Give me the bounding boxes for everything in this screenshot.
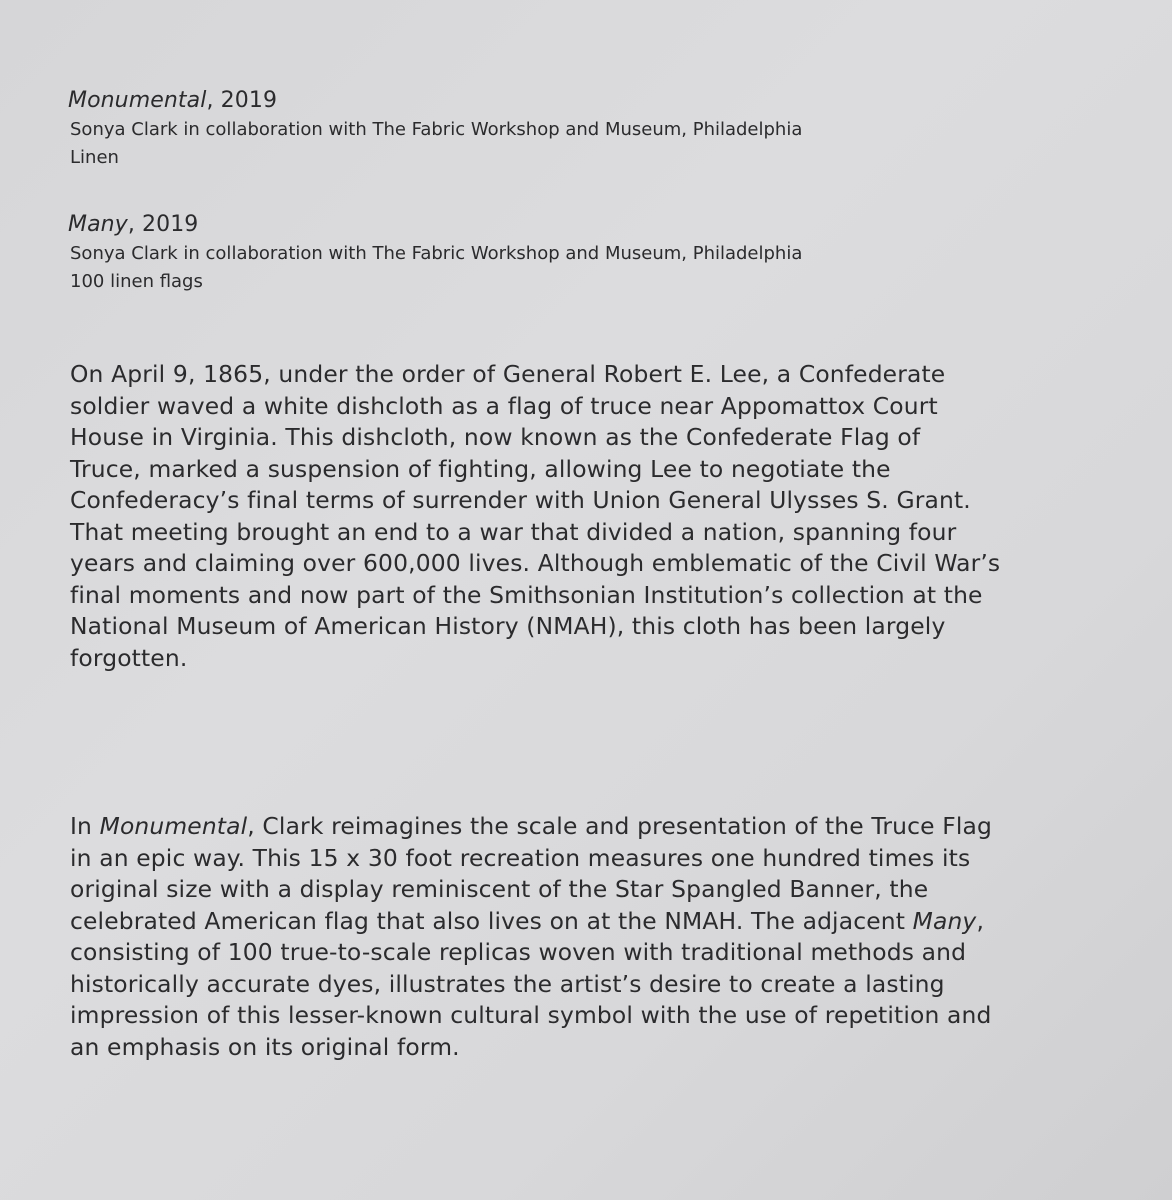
artwork-title-line xyxy=(68,86,1068,116)
text-line: National Museum of American History (NMAH), this cloth has been largely xyxy=(70,612,946,640)
text-line: years and claiming over 600,000 lives. Although emblematic of the Civil War’s xyxy=(70,549,1001,577)
text-line: final moments and now part of the Smithsonian Institution’s collection at the xyxy=(70,580,983,609)
text-line xyxy=(70,811,1110,843)
text-line: in an epic way. This 15 x 30 foot recreation measures one hundred times its xyxy=(70,843,971,872)
text-line: soldier waved a white dishcloth as a flag of truce near Appomattox Court xyxy=(70,391,938,420)
text-line: That meeting brought an end to a war that divided a nation, spanning four xyxy=(70,517,957,546)
text-segment: celebrated American flag that also lives on at the NMAH. The adjacent xyxy=(70,906,913,935)
text-line: forgotten. xyxy=(70,643,188,672)
artwork-title-reference: Many xyxy=(912,906,977,935)
text-line: Confederacy’s final terms of surrender with Union General Ulysses S. Grant. xyxy=(70,486,971,514)
text-segment: In xyxy=(70,812,100,840)
artwork-title-line xyxy=(68,210,1068,240)
text-line: historically accurate dyes, illustrates the artist’s desire to create a lasting xyxy=(70,969,945,998)
text-line: Truce, marked a suspension of fighting, allowing Lee to negotiate the xyxy=(70,454,891,483)
artwork-label-monumental xyxy=(68,86,1068,172)
text-line: On April 9, 1865, under the order of General Robert E. Lee, a Confederate xyxy=(70,360,946,388)
text-line xyxy=(70,906,1110,938)
text-segment: , xyxy=(976,906,985,935)
artwork-year: , 2019 xyxy=(206,88,278,113)
artwork-medium: 100 linen flags xyxy=(70,271,203,292)
text-line: House in Virginia. This dishcloth, now known as the Confederate Flag of xyxy=(70,423,921,451)
artwork-medium: Linen xyxy=(70,147,119,168)
description-paragraph-artwork xyxy=(70,811,1110,1063)
description-paragraph-history xyxy=(70,359,1110,674)
artwork-label-many xyxy=(68,210,1068,296)
artwork-title: Monumental xyxy=(68,88,207,113)
text-segment: , Clark reimagines the scale and presentation of the Truce Flag xyxy=(247,812,993,840)
artwork-credit: Sonya Clark in collaboration with The Fabric Workshop and Museum, Philadelphia xyxy=(70,119,803,140)
artwork-year: , 2019 xyxy=(127,212,199,237)
text-line: original size with a display reminiscent of the Star Spangled Banner, the xyxy=(70,875,929,903)
text-line: an emphasis on its original form. xyxy=(70,1032,460,1061)
text-line: impression of this lesser-known cultural symbol with the use of repetition and xyxy=(70,1001,992,1029)
artwork-credit: Sonya Clark in collaboration with The Fabric Workshop and Museum, Philadelphia xyxy=(70,243,803,264)
artwork-title: Many xyxy=(68,212,128,237)
text-line: consisting of 100 true-to-scale replicas woven with traditional methods and xyxy=(70,938,967,966)
artwork-title-reference: Monumental xyxy=(99,812,248,840)
